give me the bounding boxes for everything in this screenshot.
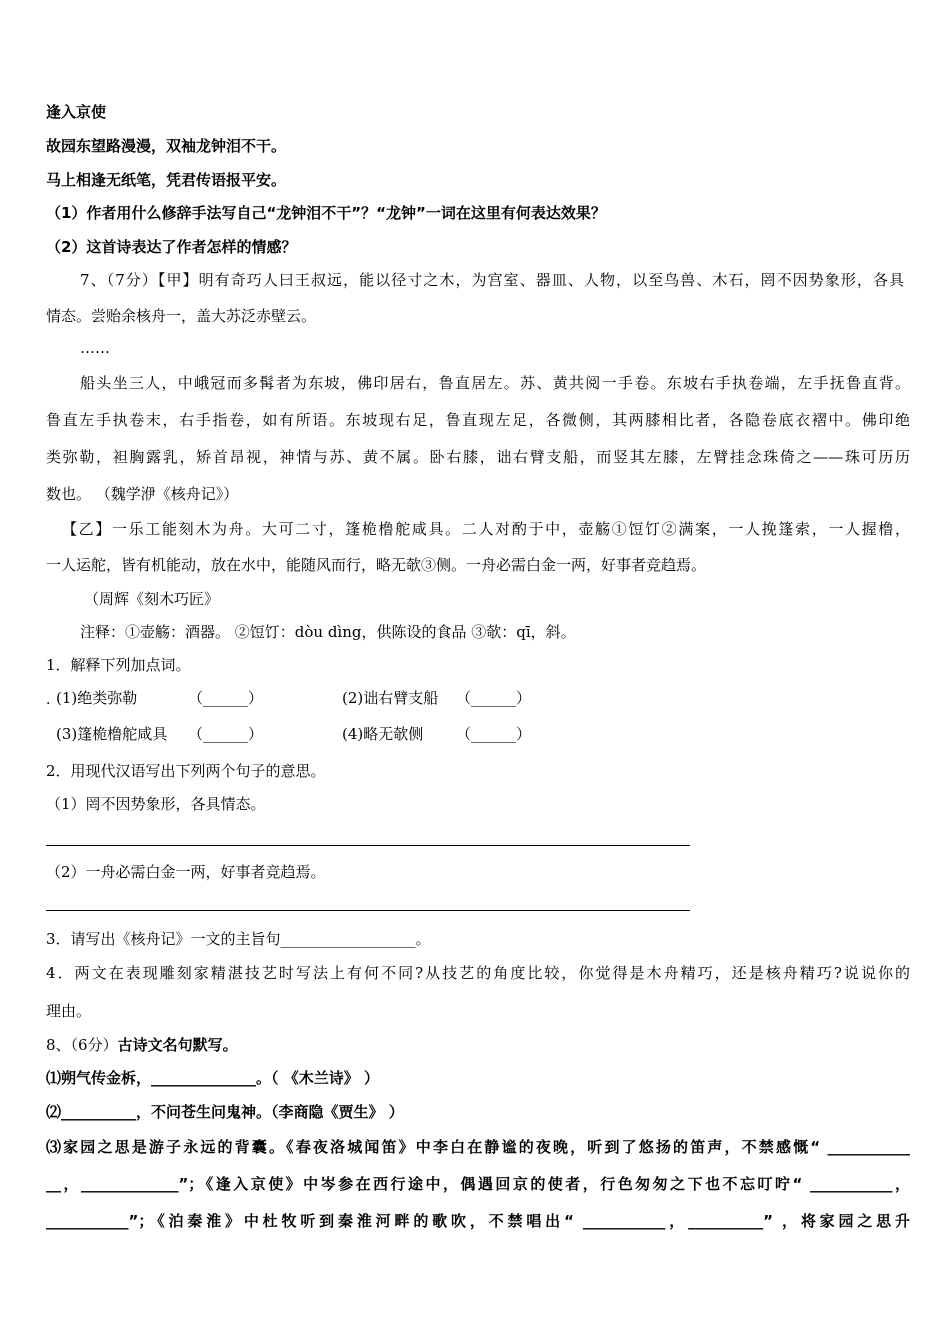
q7-para2-line-1: 船头坐三人，中峨冠而多髯者为东坡，佛印居右，鲁直居左。苏、黄共阅一手卷。东坡右手执卷端，左手抚鲁直背。 (80, 374, 910, 392)
q7-sub4-line-2: 理由。 (46, 1002, 92, 1020)
q7-sub3-prompt: 3．请写出《核舟记》一文的主旨句__________________。 (46, 930, 431, 948)
q7-word-2: (2)诎右臂支船 (342, 689, 439, 707)
answer-line-2[interactable] (46, 910, 690, 911)
q7-jia-line-1: 7、（7分）【甲】明有奇巧人曰王叔远，能以径寸之木，为宫室、器皿、人物，以至鸟兽、木石，罔不因势象形，各具 (80, 271, 904, 289)
q8-item-3-line-3: ___________”；《泊秦淮》中杜牧听到秦淮河畔的歌吹，不禁唱出“ ___________，__________” ，将家园之思升 (46, 1212, 910, 1230)
poem-question-1: （1）作者用什么修辞手法写自己“龙钟泪不干”？“龙钟”一词在这里有何表达效果？ (46, 204, 606, 222)
q7-word-3: (3)篷桅橹舵咸具 (56, 725, 168, 743)
q7-sub4-line-1: 4．两文在表现雕刻家精湛技艺时写法上有何不同?从技艺的角度比较，你觉得是木舟精巧，还是核舟精巧?说说你的 (46, 964, 910, 982)
q7-blank-3[interactable]: （______） (188, 725, 264, 743)
q7-yi-line-1: 【乙】一乐工能刻木为舟。大可二寸，篷桅橹舵咸具。二人对酌于中，壶觞①饾饤②满案，一人挽篷索，一人握橹， (62, 520, 910, 538)
q7-sub2-prompt: 2．用现代汉语写出下列两个句子的意思。 (46, 762, 326, 780)
q7-sub2-sentence-2: （2）一舟必需白金一两，好事者竞趋焉。 (46, 863, 326, 881)
q8-item-1: ⑴朔气传金柝，______________。（ 《木兰诗》 ） (46, 1069, 379, 1087)
q8-item-3-line-2: __，_____________”；《逢入京使》中岑参在西行途中，偶遇回京的使者，行色匆匆之下也不忘叮咛“ ___________， (46, 1175, 910, 1193)
poem-line-1: 故园东望路漫漫，双袖龙钟泪不干。 (46, 137, 287, 155)
q8-item-3-line-1: ⑶家园之思是游子永远的背囊。《春夜洛城闻笛》中李白在静谧的夜晚，听到了悠扬的笛声，不禁感慨“ ___________ (46, 1138, 910, 1156)
q8-title: 古诗文名句默写。 (117, 1036, 238, 1054)
q8-item-2: ⑵__________，不问苍生问鬼神。（李商隐《贾生》 ） (46, 1103, 404, 1121)
answer-line-1[interactable] (46, 845, 690, 846)
q7-word-4: (4)略无欹侧 (342, 725, 424, 743)
poem-question-2: （2）这首诗表达了作者怎样的情感？ (46, 238, 297, 256)
q7-blank-4[interactable]: （______） (456, 725, 532, 743)
poem-title: 逢入京使 (46, 103, 107, 121)
q7-para2-line-3: 类弥勒，袒胸露乳，矫首昂视，神情与苏、黄不属。卧右膝，诎右臂支船，而竖其左膝，左臂挂念珠倚之——珠可历历 (46, 448, 910, 466)
q7-word-1: (1)绝类弥勒 (56, 689, 138, 707)
q7-para2-line-2: 鲁直左手执卷末，右手指卷，如有所语。东坡现右足，鲁直现左足，各微侧，其两膝相比者，各隐卷底衣褶中。佛印绝 (46, 411, 910, 429)
q7-ellipsis: …… (80, 339, 110, 357)
q7-blank-2[interactable]: （______） (456, 689, 532, 707)
poem-line-2: 马上相逢无纸笔，凭君传语报平安。 (46, 171, 287, 189)
q7-blank-1[interactable]: （______） (188, 689, 264, 707)
q7-sub2-sentence-1: （1）罔不因势象形，各具情态。 (46, 795, 266, 813)
q8-heading (46, 1035, 238, 1055)
stray-dot: . (46, 692, 51, 708)
q7-para2-line-4: 数也。 （魏学洢《核舟记》） (46, 485, 239, 503)
q7-jia-line-2: 情态。尝贻余核舟一，盖大苏泛赤壁云。 (46, 307, 317, 325)
q7-yi-line-2: 一人运舵，皆有机能动，放在水中，能随风而行，略无欹③侧。一舟必需白金一两，好事者竞趋焉。 (46, 556, 707, 574)
q8-number: 8、（6分） (46, 1036, 118, 1054)
q7-notes: 注释：①壶觞：酒器。 ②饾饤：dòu dìng，供陈设的食品 ③欹：qī，斜。 (80, 623, 576, 641)
q7-yi-source: （周辉《刻木巧匠》 (84, 590, 220, 608)
q7-sub1-prompt: 1．解释下列加点词。 (46, 656, 191, 674)
